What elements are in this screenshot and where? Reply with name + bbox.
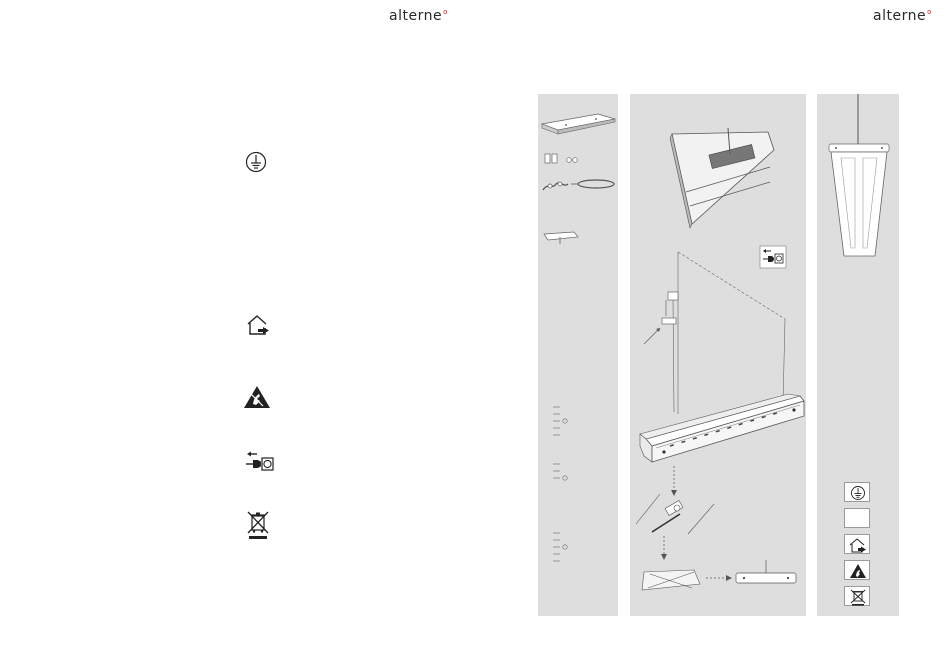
brand-logo-right-text: alterne <box>873 8 927 24</box>
open-luminaire-detail <box>670 128 774 228</box>
logo-dot-icon: o <box>927 8 932 16</box>
canopy-illustration <box>544 232 578 244</box>
brand-logo-left <box>389 8 448 24</box>
luminaire-body <box>640 394 804 462</box>
clips-illustration <box>545 154 577 163</box>
esd-warning-icon <box>243 384 271 415</box>
weee-crossed-bin-icon <box>246 510 270 545</box>
stack-esd-box <box>844 560 870 580</box>
installation-panel <box>630 94 806 616</box>
logo-dot-icon: o <box>443 8 448 16</box>
connection-symbol-box <box>760 246 786 268</box>
stack-earth-box <box>844 482 870 502</box>
ceiling-fixing-detail <box>644 292 678 344</box>
suspension-wires <box>673 252 785 414</box>
protective-earth-icon <box>245 151 267 178</box>
cables-illustration <box>543 180 614 190</box>
product-panel <box>817 94 899 616</box>
mains-connection-icon <box>245 450 275 477</box>
final-assembly <box>642 560 796 590</box>
clip-detail <box>636 494 714 534</box>
stack-weee-box <box>844 586 870 606</box>
stack-indoor-box <box>844 534 870 554</box>
luminaire-illustration <box>542 114 615 134</box>
dimension-marks <box>553 407 567 561</box>
stack-blank-box <box>844 508 870 528</box>
brand-logo-right <box>873 8 932 24</box>
pendant-luminaire-illustration <box>829 94 889 256</box>
package-contents-panel <box>538 94 618 616</box>
brand-logo-left-text: alterne <box>389 8 443 24</box>
indoor-use-icon <box>245 314 271 341</box>
